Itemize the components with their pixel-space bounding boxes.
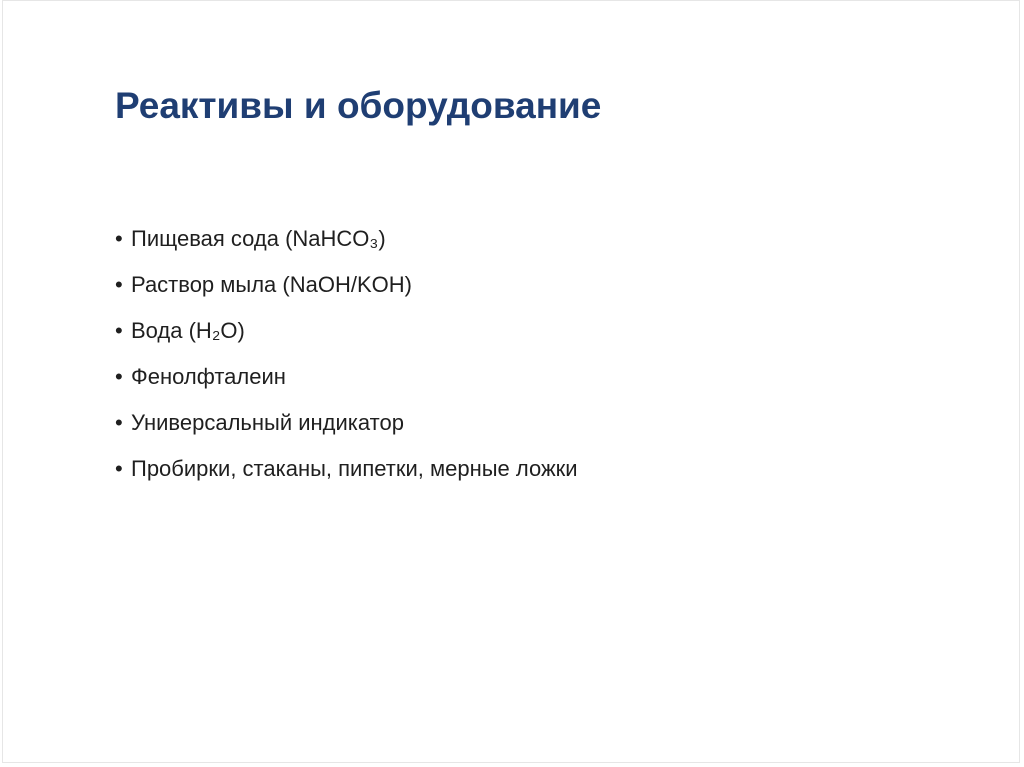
list-item xyxy=(115,407,578,453)
bullet-icon: • xyxy=(115,318,123,343)
slide xyxy=(2,0,1020,763)
list-item-text: Вода (H₂O) xyxy=(131,318,245,343)
list-item-text: Универсальный индикатор xyxy=(131,410,404,435)
bullet-icon: • xyxy=(115,364,123,389)
list-item xyxy=(115,315,578,361)
list-item-text: Пробирки, стаканы, пипетки, мерные ложки xyxy=(131,456,578,481)
list-item xyxy=(115,453,578,499)
slide-title: Реактивы и оборудование xyxy=(115,85,602,126)
bullet-icon: • xyxy=(115,456,123,481)
bullet-icon: • xyxy=(115,410,123,435)
list-item xyxy=(115,361,578,407)
list-item-text: Пищевая сода (NaHCO₃) xyxy=(131,226,386,251)
bullet-list xyxy=(115,223,578,499)
list-item-text: Раствор мыла (NaOH/KOH) xyxy=(131,272,412,297)
bullet-icon: • xyxy=(115,272,123,297)
list-item xyxy=(115,223,578,269)
list-item-text: Фенолфталеин xyxy=(131,364,286,389)
list-item xyxy=(115,269,578,315)
bullet-icon: • xyxy=(115,226,123,251)
